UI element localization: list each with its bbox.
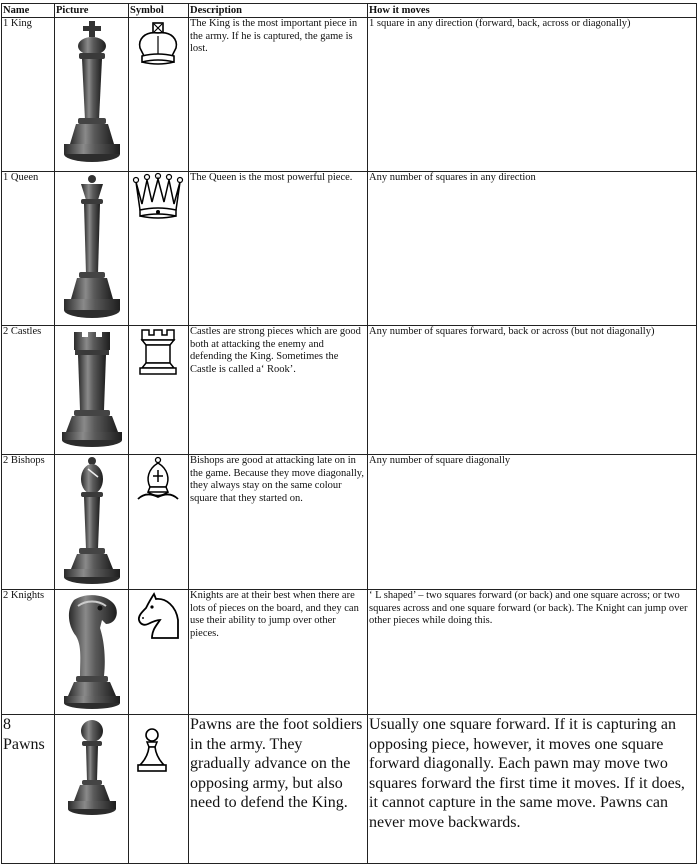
rook-symbol-icon bbox=[130, 326, 186, 378]
queen-symbol-icon bbox=[130, 172, 186, 224]
header-description: Description bbox=[189, 4, 368, 18]
header-row bbox=[2, 4, 697, 18]
king-symbol-icon bbox=[130, 18, 186, 70]
row-castle bbox=[2, 326, 697, 455]
piece-moves: ‘ L shaped’ – two squares forward (or back) and one square across; or two squares across and one square forward (or back). The Knight can jump over other pieces while doing this. bbox=[368, 590, 697, 715]
piece-name: 8 Pawns bbox=[2, 715, 55, 864]
piece-picture bbox=[55, 172, 129, 326]
header-picture: Picture bbox=[55, 4, 129, 18]
piece-picture bbox=[55, 455, 129, 590]
piece-description: Knights are at their best when there are lots of pieces on the board, and they can use their ability to jump over other pieces. bbox=[189, 590, 368, 715]
piece-moves: Any number of squares in any direction bbox=[368, 172, 697, 326]
piece-picture bbox=[55, 715, 129, 864]
piece-symbol bbox=[129, 715, 189, 864]
knight-symbol-icon bbox=[130, 590, 186, 642]
piece-moves: Any number of squares forward, back or across (but not diagonally) bbox=[368, 326, 697, 455]
rook-piece-icon bbox=[56, 326, 128, 452]
piece-name: 2 Knights bbox=[2, 590, 55, 715]
piece-symbol bbox=[129, 590, 189, 715]
piece-name: 2 Bishops bbox=[2, 455, 55, 590]
row-queen bbox=[2, 172, 697, 326]
knight-piece-icon bbox=[56, 590, 128, 712]
piece-symbol bbox=[129, 455, 189, 590]
piece-description: Castles are strong pieces which are good both at attacking the enemy and defending the King. Sometimes the Castle is called a‘ Rook’. bbox=[189, 326, 368, 455]
row-bishop bbox=[2, 455, 697, 590]
bishop-piece-icon bbox=[56, 455, 128, 587]
king-piece-icon bbox=[56, 18, 128, 168]
header-moves: How it moves bbox=[368, 4, 697, 18]
header-name: Name bbox=[2, 4, 55, 18]
row-knight bbox=[2, 590, 697, 715]
pawn-piece-icon bbox=[56, 715, 128, 823]
queen-piece-icon bbox=[56, 172, 128, 322]
piece-picture bbox=[55, 326, 129, 455]
chess-pieces-table bbox=[1, 3, 697, 864]
piece-description: The King is the most important piece in the army. If he is captured, the game is lost. bbox=[189, 18, 368, 172]
row-king bbox=[2, 18, 697, 172]
piece-symbol bbox=[129, 326, 189, 455]
pawn-symbol-icon bbox=[130, 715, 186, 789]
piece-moves: 1 square in any direction (forward, back, across or diagonally) bbox=[368, 18, 697, 172]
piece-symbol bbox=[129, 172, 189, 326]
header-symbol: Symbol bbox=[129, 4, 189, 18]
bishop-symbol-icon bbox=[130, 455, 186, 507]
piece-description: Bishops are good at attacking late on in the game. Because they move diagonally, they always stay on the same colour square that they started on. bbox=[189, 455, 368, 590]
piece-symbol bbox=[129, 18, 189, 172]
piece-description: The Queen is the most powerful piece. bbox=[189, 172, 368, 326]
piece-name: 1 Queen bbox=[2, 172, 55, 326]
piece-description: Pawns are the foot soldiers in the army. They gradually advance on the opposing army, but also need to defend the King. bbox=[189, 715, 368, 864]
row-pawn bbox=[2, 715, 697, 864]
piece-moves: Any number of square diagonally bbox=[368, 455, 697, 590]
piece-picture bbox=[55, 590, 129, 715]
piece-picture bbox=[55, 18, 129, 172]
piece-moves: Usually one square forward. If it is capturing an opposing piece, however, it moves one square forward diagonally. Each pawn may move two squares forward the first time it moves. If it does, it cannot capture in the same move. Pawns can never move backwards. bbox=[368, 715, 697, 864]
piece-name: 2 Castles bbox=[2, 326, 55, 455]
piece-name: 1 King bbox=[2, 18, 55, 172]
